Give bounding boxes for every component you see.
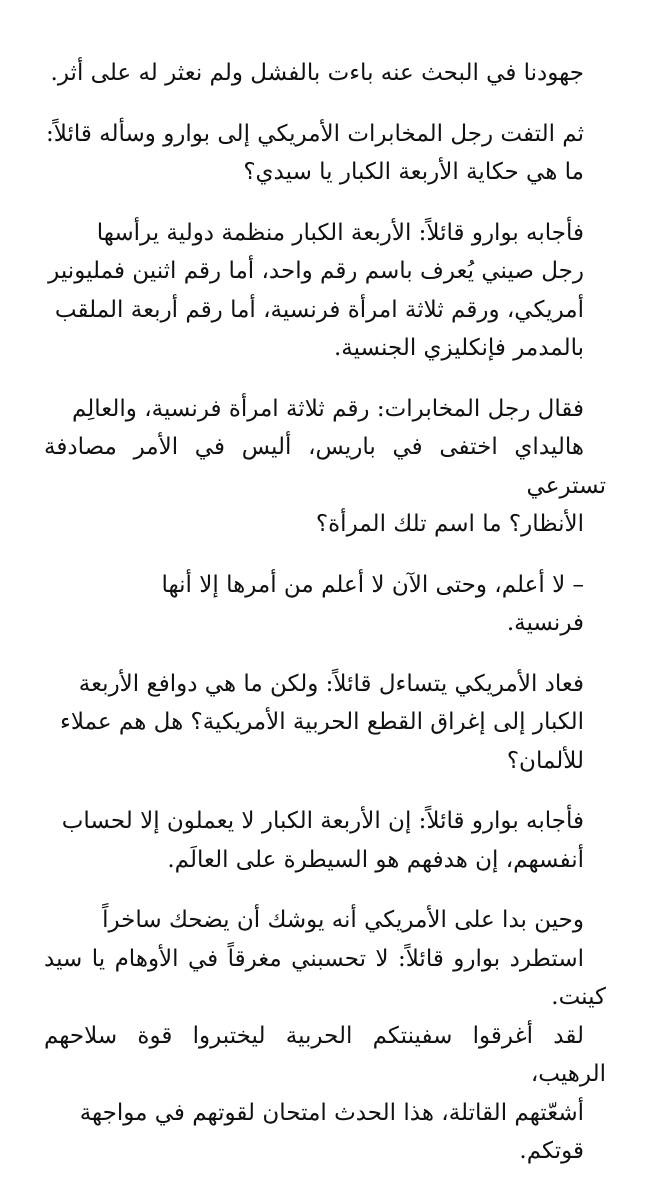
paragraph-5 [44, 566, 606, 643]
text-line: الكبار إلى إغراق القطع الحربية الأمريكية؟ هل هم عملاء [60, 709, 584, 735]
text-line: هاليداي اختفى في باريس، أليس في الأمر مصادفة تسترعي [44, 434, 606, 499]
text-line: رجل صيني يُعرف باسم رقم واحد، أما رقم اثنين فمليونير [48, 258, 584, 284]
text-line: أنفسهم، إن هدفهم هو السيطرة على العالَم. [167, 846, 584, 873]
text-line: بالمدمر فإنكليزي الجنسية. [333, 335, 584, 361]
paragraph-1 [44, 54, 606, 93]
paragraph-8 [44, 901, 606, 1171]
text-line: أمريكي، ورقم ثلاثة امرأة فرنسية، أما رقم أربعة الملقب [54, 296, 584, 323]
text-line: ثم التفت رجل المخابرات الأمريكي إلى بوارو وسأله قائلاً: [45, 120, 584, 147]
text-line: فأجابه بوارو قائلاً: إن الأربعة الكبار لا يعملون إلا لحساب [61, 808, 584, 834]
paragraph-3 [44, 214, 606, 368]
book-page [44, 54, 606, 1191]
text-line: أشعّتهم القاتلة، هذا الحدث امتحان لقوتهم في مواجهة [79, 1099, 584, 1126]
text-line: – لا أعلم، وحتى الآن لا أعلم من أمرها إلا أنها [161, 571, 584, 598]
text-line: فرنسية. [506, 610, 584, 636]
text-line: وحين بدا على الأمريكي أنه يوشك أن يضحك ساخراً [102, 907, 584, 933]
paragraph-4 [44, 390, 606, 544]
text-line: فعاد الأمريكي يتساءل قائلاً: ولكن ما هي دوافع الأربعة [78, 670, 584, 697]
text-line: لقد أغرقوا سفينتكم الحربية ليختبروا قوة سلاحهم الرهيب، [44, 1022, 606, 1087]
text-line: فأجابه بوارو قائلاً: الأربعة الكبار منظمة دولية يرأسها [96, 219, 584, 246]
text-line: الأنظار؟ ما اسم تلك المرأة؟ [315, 511, 584, 537]
paragraph-6 [44, 665, 606, 781]
text-line: ما هي حكاية الأربعة الكبار يا سيدي؟ [243, 159, 584, 185]
text-line: جهودنا في البحث عنه باءت بالفشل ولم نعثر له على أثر. [50, 60, 584, 86]
text-line: للألمان؟ [506, 747, 584, 774]
paragraph-7 [44, 802, 606, 879]
paragraph-2 [44, 115, 606, 192]
text-line: فقال رجل المخابرات: رقم ثلاثة امرأة فرنسية، والعالِم [71, 395, 584, 422]
text-line: استطرد بوارو قائلاً: لا تحسبني مغرقاً في الأوهام يا سيد كينت. [44, 945, 606, 1010]
text-line: قوتكم. [519, 1138, 584, 1164]
